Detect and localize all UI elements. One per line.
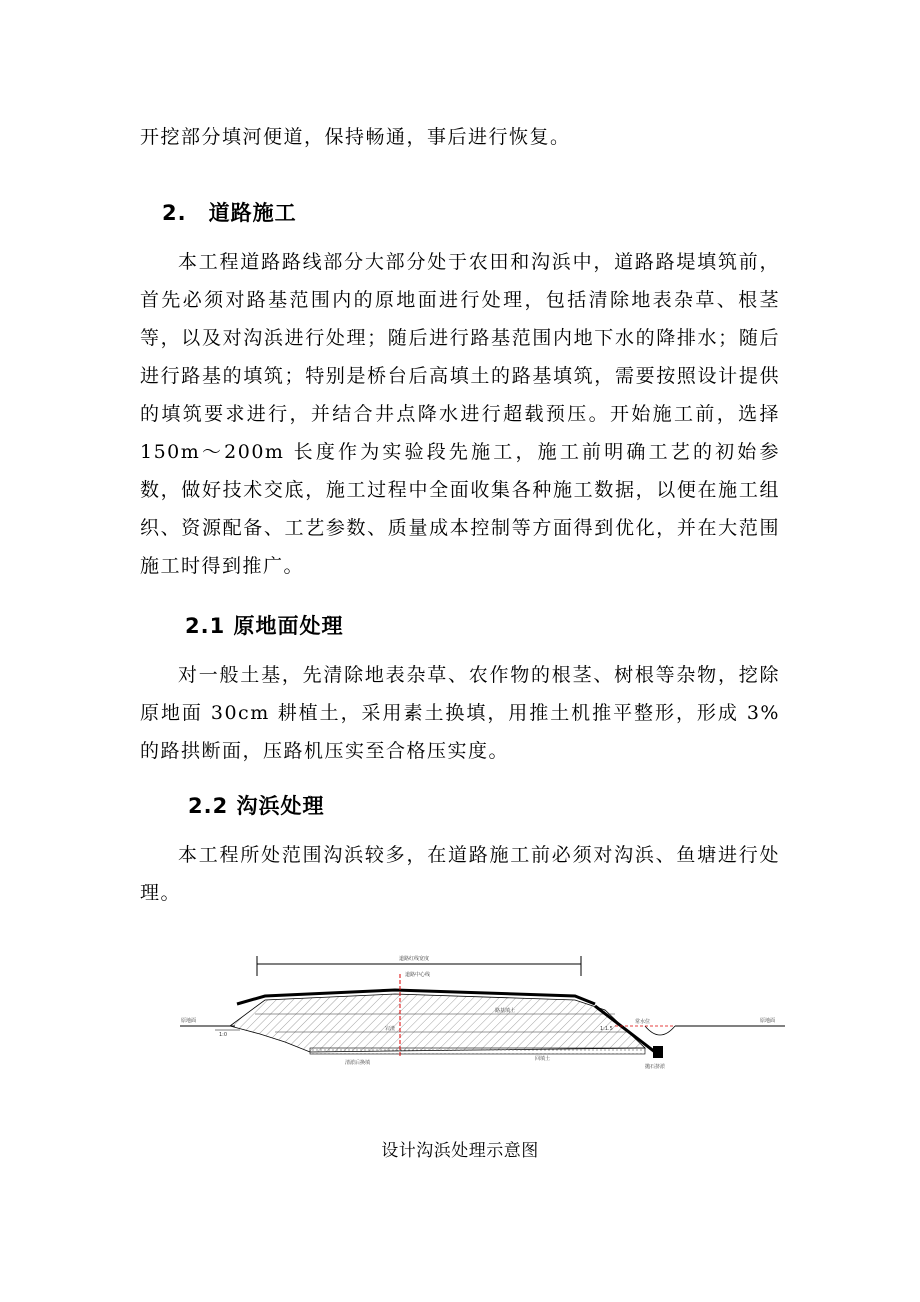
right-ground-label: 原地面 <box>760 1018 776 1024</box>
paragraph-road-construction: 本工程道路路线部分大部分处于农田和沟浜中，道路路堤填筑前，首先必须对路基范围内的原地面进行处理，包括清除地表杂草、根茎等，以及对沟浜进行处理；随后进行路基范围内地下水的降排水；随后进行路基的填筑；特别是桥台后高填土的路基填筑，需要按照设计提供的填筑要求进行，并结合井点降水进行超载预压。开始施工前，选择 150m～200m 长度作为实验段先施工，施工前明确工艺的初始参数，做好技术交底，施工过程中全面收集各种施工数据，以便在施工组织、资源配备、工艺参数、质量成本控制等方面得到优化，并在大范围施工时得到推广。 <box>140 251 780 577</box>
figure-caption: 设计沟浜处理示意图 <box>381 1141 539 1161</box>
layer-b-label: 宕渣 <box>385 1026 396 1032</box>
layer-a-label: 路基填土 <box>495 1008 516 1014</box>
center-line-label: 道路中心线 <box>405 972 431 978</box>
svg-text:1:0: 1:0 <box>219 1032 228 1038</box>
heading-ground-treatment: 2.1 原地面处理 <box>185 614 344 638</box>
paragraph-intro: 开挖部分填河便道，保持畅通，事后进行恢复。 <box>140 126 571 148</box>
paragraph-ground-treatment: 对一般土基，先清除地表杂草、农作物的根茎、树根等杂物，挖除原地面 30cm 耕植土，采用素土换填，用推土机推平整形，形成 3%的路拱断面，压路机压实至合格压实度。 <box>140 664 780 762</box>
left-ground-label: 原地面 <box>181 1018 197 1024</box>
water-level-label: 常水位 <box>635 1019 651 1025</box>
slope-label: 1:1.5 <box>600 1026 613 1032</box>
bottom-backfill <box>310 1048 645 1054</box>
embankment-fill <box>230 994 645 1052</box>
heading-ditch-treatment: 2.2 沟浜处理 <box>188 794 325 818</box>
heading-road-construction: 2. 道路施工 <box>162 201 297 225</box>
toe-rock <box>653 1046 663 1058</box>
backfill-label: 回填土 <box>535 1056 551 1062</box>
toe-label: 抛石挤淤 <box>645 1064 666 1070</box>
paragraph-ditch-treatment: 本工程所处范围沟浜较多，在道路施工前必须对沟浜、鱼塘进行处理。 <box>140 844 780 904</box>
width-label: 道路红线宽度 <box>399 956 430 962</box>
ditch-treatment-diagram <box>175 948 795 1078</box>
bottom-note-label: 清淤后换填 <box>345 1060 371 1066</box>
